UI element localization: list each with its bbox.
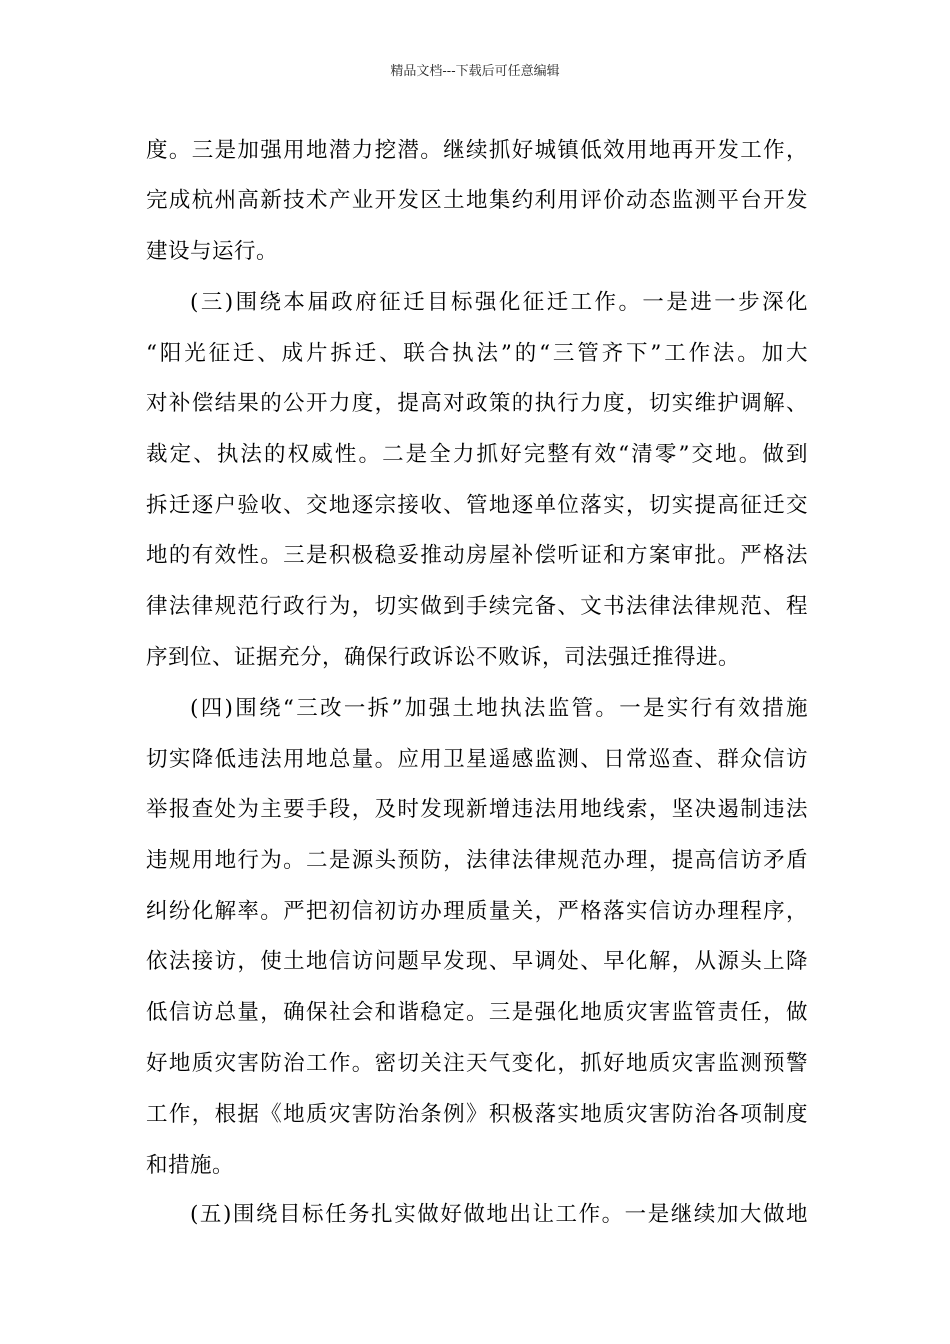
body-text-line: 依法接访，使土地信访问题早发现、早调处、早化解，从源头上降 <box>146 949 808 974</box>
body-text-line: 律法律规范行政行为，切实做到手续完备、文书法律法律规范、程 <box>146 594 808 619</box>
body-text-line: 举报查处为主要手段，及时发现新增违法用地线索，坚决遏制违法 <box>146 797 808 822</box>
body-text-line: 纠纷化解率。严把初信初访办理质量关，严格落实信访办理程序， <box>146 899 808 924</box>
body-text-line: 和措施。 <box>146 1153 235 1178</box>
body-text-line: 低信访总量，确保社会和谐稳定。三是强化地质灾害监管责任，做 <box>146 1000 808 1025</box>
body-text-line: 地的有效性。三是积极稳妥推动房屋补偿听证和方案审批。严格法 <box>146 543 808 568</box>
body-text-line: 拆迁逐户验收、交地逐宗接收、管地逐单位落实，切实提高征迁交 <box>146 493 808 518</box>
body-text-line: 完成杭州高新技术产业开发区土地集约利用评价动态监测平台开发 <box>146 188 808 213</box>
body-text-line: 工作，根据《地质灾害防治条例》积极落实地质灾害防治各项制度 <box>146 1102 808 1127</box>
body-text-line: 裁定、执法的权威性。二是全力抓好完整有效“清零”交地。做到 <box>146 442 808 467</box>
paragraph-heading-5: (五)围绕目标任务扎实做好做地出让工作。一是继续加大做地 <box>190 1202 808 1227</box>
body-text-line: 好地质灾害防治工作。密切关注天气变化，抓好地质灾害监测预警 <box>146 1051 808 1076</box>
paragraph-heading-4: (四)围绕“三改一拆”加强土地执法监管。一是实行有效措施 <box>190 696 808 721</box>
paragraph-heading-3: (三)围绕本届政府征迁目标强化征迁工作。一是进一步深化 <box>190 290 808 315</box>
body-text-line: 建设与运行。 <box>146 239 279 264</box>
body-text-line: 违规用地行为。二是源头预防，法律法律规范办理，提高信访矛盾 <box>146 848 808 873</box>
body-text-line: “阳光征迁、成片拆迁、联合执法”的“三管齐下”工作法。加大 <box>146 341 808 366</box>
body-text-line: 切实降低违法用地总量。应用卫星遥感监测、日常巡查、群众信访 <box>146 747 808 772</box>
body-text-line: 度。三是加强用地潜力挖潜。继续抓好城镇低效用地再开发工作， <box>146 138 808 163</box>
body-text-line: 序到位、证据充分，确保行政诉讼不败诉，司法强迁推得进。 <box>146 645 741 670</box>
body-text-line: 对补偿结果的公开力度，提高对政策的执行力度，切实维护调解、 <box>146 391 808 416</box>
page-header: 精品文档---下载后可任意编辑 <box>390 64 560 79</box>
